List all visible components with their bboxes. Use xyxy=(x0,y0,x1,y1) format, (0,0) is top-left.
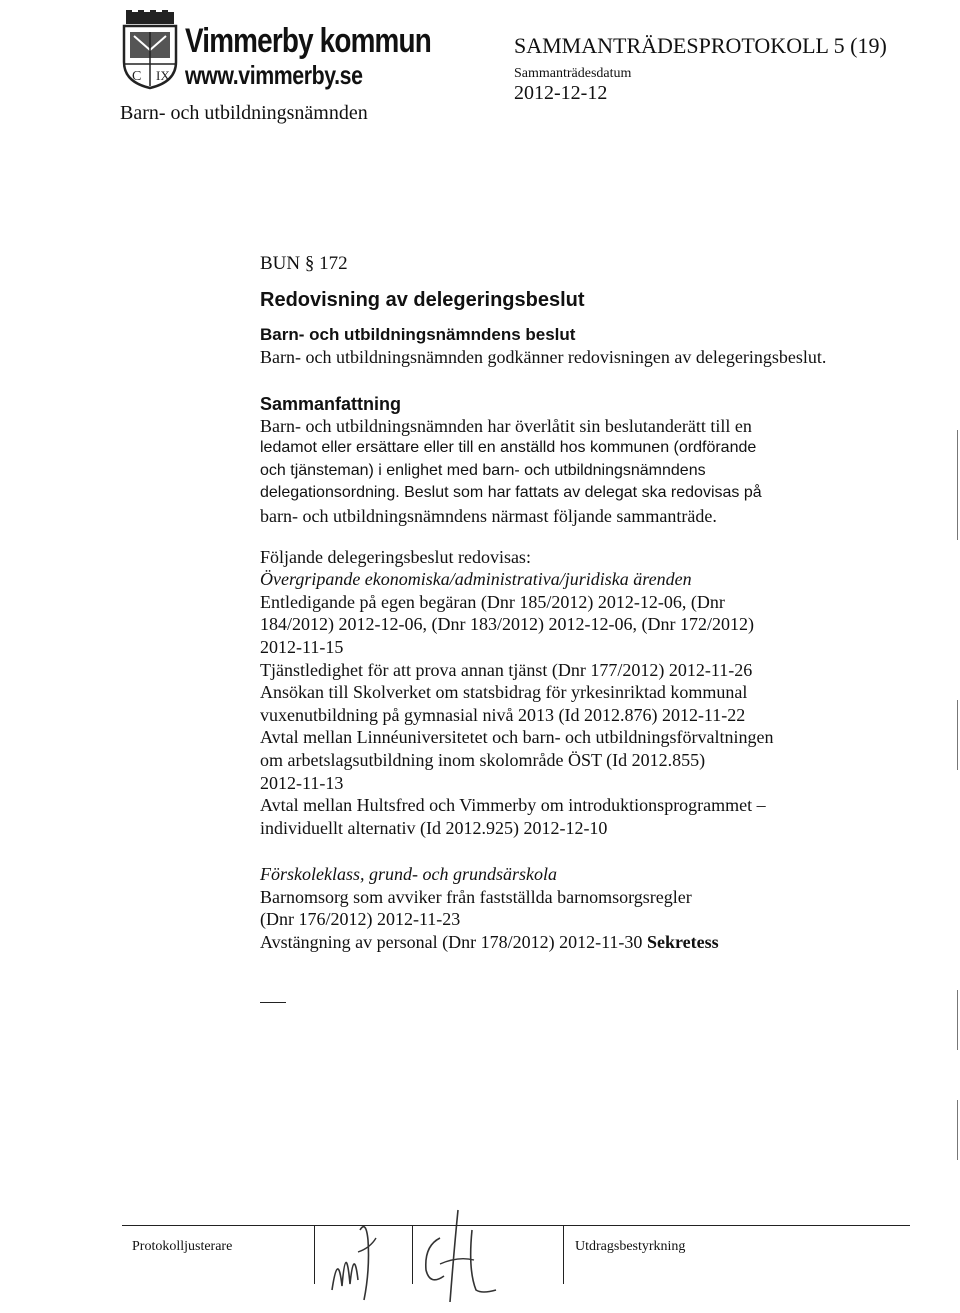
signature-box-divider xyxy=(412,1226,413,1284)
group-heading: Förskoleklass, grund- och grundsärskola xyxy=(260,864,557,885)
section-end-divider xyxy=(260,1002,286,1003)
organization-name: Vimmerby kommun xyxy=(185,22,431,60)
decision-item-line: vuxenutbildning på gymnasial nivå 2013 (Id 2012.876) 2012-11-22 xyxy=(260,704,746,725)
decision-item-line: om arbetslagsutbildning inom skolområde ÖST (Id 2012.855) xyxy=(260,749,706,770)
svg-text:C: C xyxy=(132,69,142,84)
summary-heading: Sammanfattning xyxy=(260,393,402,414)
signature-box-divider xyxy=(563,1226,564,1284)
svg-text:IX: IX xyxy=(156,68,170,83)
scan-edge-mark xyxy=(957,990,958,1050)
section-title: Redovisning av delegeringsbeslut xyxy=(260,289,585,311)
committee-name: Barn- och utbildningsnämnden xyxy=(120,102,368,124)
paragraph-number: BUN § 172 xyxy=(260,253,348,274)
list-intro: Följande delegeringsbeslut redovisas: xyxy=(260,546,531,567)
decision-item-line: Tjänstledighet för att prova annan tjänst (Dnr 177/2012) 2012-11-26 xyxy=(260,659,753,680)
decision-item-line xyxy=(260,931,900,954)
decision-item-line: (Dnr 176/2012) 2012-11-23 xyxy=(260,909,461,930)
decision-item-text: Avstängning av personal (Dnr 178/2012) 2012-11-30 xyxy=(260,932,643,953)
decision-item-line: 184/2012) 2012-12-06, (Dnr 183/2012) 2012-12-06, (Dnr 172/2012) xyxy=(260,614,754,635)
group-heading: Övergripande ekonomiska/administrativa/juridiska ärenden xyxy=(260,569,692,590)
document-type: SAMMANTRÄDESPROTOKOLL 5 (19) xyxy=(514,33,887,58)
footer-rule xyxy=(122,1225,910,1226)
minutes-section xyxy=(260,253,900,1003)
decision-item-line: individuellt alternativ (Id 2012.925) 2012-12-10 xyxy=(260,817,608,838)
meeting-date-label: Sammanträdesdatum xyxy=(514,66,632,81)
confidential-flag: Sekretess xyxy=(646,932,719,953)
summary-line: Barn- och utbildningsnämnden har överlåtit sin beslutanderätt till en xyxy=(260,415,752,436)
coat-of-arms-icon xyxy=(120,10,180,90)
summary-line: delegationsordning. Beslut som har fattats av delegat ska redovisas på xyxy=(260,484,762,502)
summary-line: ledamot eller ersättare eller till en anställd hos kommunen (ordförande xyxy=(260,439,757,457)
summary-line: barn- och utbildningsnämndens närmast följande sammanträde. xyxy=(260,505,717,526)
decision-item-line: Avtal mellan Linnéuniversitetet och barn- och utbildningsförvaltningen xyxy=(260,727,774,748)
handwritten-signatures xyxy=(330,1190,530,1310)
decision-text: Barn- och utbildningsnämnden godkänner redovisningen av delegeringsbeslut. xyxy=(260,347,827,367)
decision-item-line: Entledigande på egen begäran (Dnr 185/2012) 2012-12-06, (Dnr xyxy=(260,591,725,612)
organization-website: www.vimmerby.se xyxy=(185,60,363,90)
decision-heading: Barn- och utbildningsnämndens beslut xyxy=(260,325,576,344)
decision-item-line: Ansökan till Skolverket om statsbidrag för yrkesinriktad kommunal xyxy=(260,682,748,703)
scan-edge-mark xyxy=(957,700,958,770)
signature-box-divider xyxy=(314,1226,315,1284)
decision-item-line: 2012-11-15 xyxy=(260,636,344,657)
decision-item-line: 2012-11-13 xyxy=(260,772,344,793)
extract-certification-label: Utdragsbestyrkning xyxy=(575,1239,686,1254)
decision-item-line: Barnomsorg som avviker från fastställda barnomsorgsregler xyxy=(260,886,692,907)
scan-edge-mark xyxy=(957,1100,958,1160)
scan-edge-mark xyxy=(957,430,958,540)
meeting-date: 2012-12-12 xyxy=(514,82,608,104)
summary-line: och tjänsteman) i enlighet med barn- och utbildningsnämndens xyxy=(260,461,706,479)
protocol-adjuster-label: Protokolljusterare xyxy=(132,1239,233,1254)
decision-item-line: Avtal mellan Hultsfred och Vimmerby om introduktionsprogrammet – xyxy=(260,795,766,816)
